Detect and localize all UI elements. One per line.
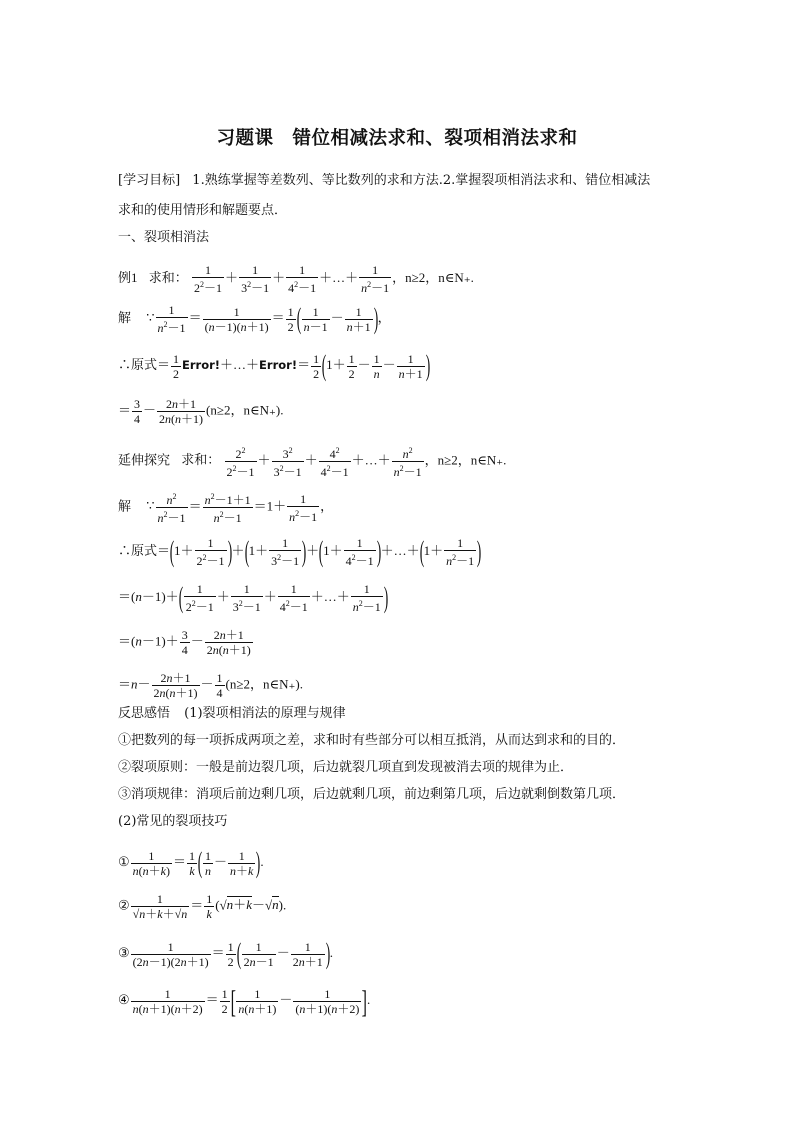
extension-statement: 延伸探究 求和： $\frac{2^2}{2^2-1}$ ＋ $\frac{3^2}{3^2-1}$ ＋ $\frac{4^2}{4^2-1}$ ＋…＋ $\frac{n^2}{n^2-1}$ ，n≥2，n∈N₊. [118, 446, 507, 479]
solution-1-result: ＝ $\frac{3}{4}$ － $\frac{2n+1}{2n(n+1)}$ (n≥2，n∈N₊). [118, 397, 284, 426]
objectives-label: [学习目标] [118, 173, 181, 188]
example-1-statement: 例1 求和： $\frac{1}{2^2-1}$ ＋ $\frac{1}{3^2-1}$ ＋ $\frac{1}{4^2-1}$ ＋…＋ $\frac{1}{n^2-1}$ ，n≥2，n∈N₊. [118, 263, 474, 295]
technique-4: ④ $\frac{1}{n(n+1)(n+2)}$ ＝ $\frac{1}{2}$ [ $\frac{1}{n(n+1)}$ － $\frac{1}{(n+1)(n+2)}$ ]. [118, 983, 371, 1019]
example-1-label: 例1 [118, 269, 138, 285]
rule-2: ②裂项原则：一般是前边裂几项，后边就裂几项直到发现被消去项的规律为止． [118, 760, 574, 775]
example-1-prompt: 求和： [148, 269, 188, 285]
original-eq-label-2: ∴原式＝ [118, 542, 171, 558]
solution-1-step-2: ∴原式＝ $\frac{1}{2}$ Error!＋…＋Error!＝ $\frac{1}{2}$ (1＋ $\frac{1}{2}$ － $\frac{1}{n}$ － $\frac{1}{n+1}$ ) [118, 349, 430, 382]
reflection-heading [118, 706, 346, 722]
solution-2-step-3: ＝(n－1)＋( $\frac{1}{2^2-1}$ ＋ $\frac{1}{3^2-1}$ ＋ $\frac{1}{4^2-1}$ ＋…＋ $\frac{1}{n^2-1}$ ) [118, 581, 389, 614]
rule-1: ①把数列的每一项拆成两项之差，求和时有些部分可以相互抵消，从而达到求和的目的． [118, 733, 626, 748]
objectives-line-2: 求和的使用情形和解题要点． [118, 203, 288, 218]
section-heading: 一、裂项相消法 [118, 230, 210, 245]
objectives-text-1: 1.熟练掌握等差数列、等比数列的求和方法.2.掌握裂项相消法求和、错位相减法 [192, 173, 651, 188]
solution-2-result: ＝n－ $\frac{2n+1}{2n(n+1)}$ － $\frac{1}{4}$ (n≥2，n∈N₊). [118, 671, 303, 700]
technique-3: ③ $\frac{1}{(2n-1)(2n+1)}$ ＝ $\frac{1}{2}$ ( $\frac{1}{2n-1}$ － $\frac{1}{2n+1}$ ). [118, 937, 333, 970]
solution-2-step-4: ＝(n－1)＋ $\frac{3}{4}$ － $\frac{2n+1}{2n(n+1)}$ [118, 628, 251, 657]
example-1-condition: n≥2，n∈N₊ [405, 269, 471, 285]
solution-label: 解 [118, 309, 132, 325]
result-2-condition: (n≥2，n∈N₊) [225, 676, 300, 692]
extension-label: 延伸探究 [118, 452, 171, 468]
solution-1-step-1: 解 ∵ $\frac{1}{n^2-1}$ ＝ $\frac{1}{(n-1)(n+1)}$ ＝ $\frac{1}{2}$ ( $\frac{1}{n-1}$ － $\frac{1}{n+1}$ )， [118, 302, 391, 335]
rule-3: ③消项规律：消项后前边剩几项，后边就剩几项，前边剩第几项，后边就剩倒数第几项． [118, 787, 626, 802]
reflection-item-1: (1)裂项相消法的原理与规律 [184, 706, 346, 721]
solution-2-step-1: 解 ∵ $\frac{n^2}{n^2-1}$ ＝ $\frac{n^2-1+1}{n^2-1}$ ＝1＋ $\frac{1}{n^2-1}$ ， [118, 491, 334, 525]
solution-2-step-2: ∴原式＝(1＋ $\frac{1}{2^2-1}$ )＋(1＋ $\frac{1}{3^2-1}$ )＋(1＋ $\frac{1}{4^2-1}$ )＋…＋(1＋ $\frac{1}{n^2-1}$ ) [118, 535, 482, 568]
extension-prompt: 求和： [181, 452, 221, 468]
technique-1: ① $\frac{1}{n(n+k)}$ ＝ $\frac{1}{k}$ ( $\frac{1}{n}$ － $\frac{1}{n+k}$ ). [118, 846, 264, 879]
original-eq-label: ∴原式＝ [118, 356, 171, 372]
page-title: 习题课 错位相减法求和、裂项相消法求和 [216, 128, 578, 149]
objectives-line-1 [118, 173, 650, 189]
error-text-2: Error! [259, 357, 298, 372]
solution-2-label: 解 [118, 498, 132, 514]
error-text-1: Error! [182, 357, 221, 372]
reflection-label: 反思感悟 [118, 706, 171, 721]
reflection-item-2: (2)常见的裂项技巧 [118, 814, 228, 829]
extension-condition: n≥2，n∈N₊ [437, 452, 504, 468]
result-1-condition: (n≥2，n∈N₊) [206, 402, 281, 418]
technique-2: ② $\frac{1}{√n+k+√n}$ ＝ $\frac{1}{k}$ (√n＋k－√n). [118, 892, 287, 921]
